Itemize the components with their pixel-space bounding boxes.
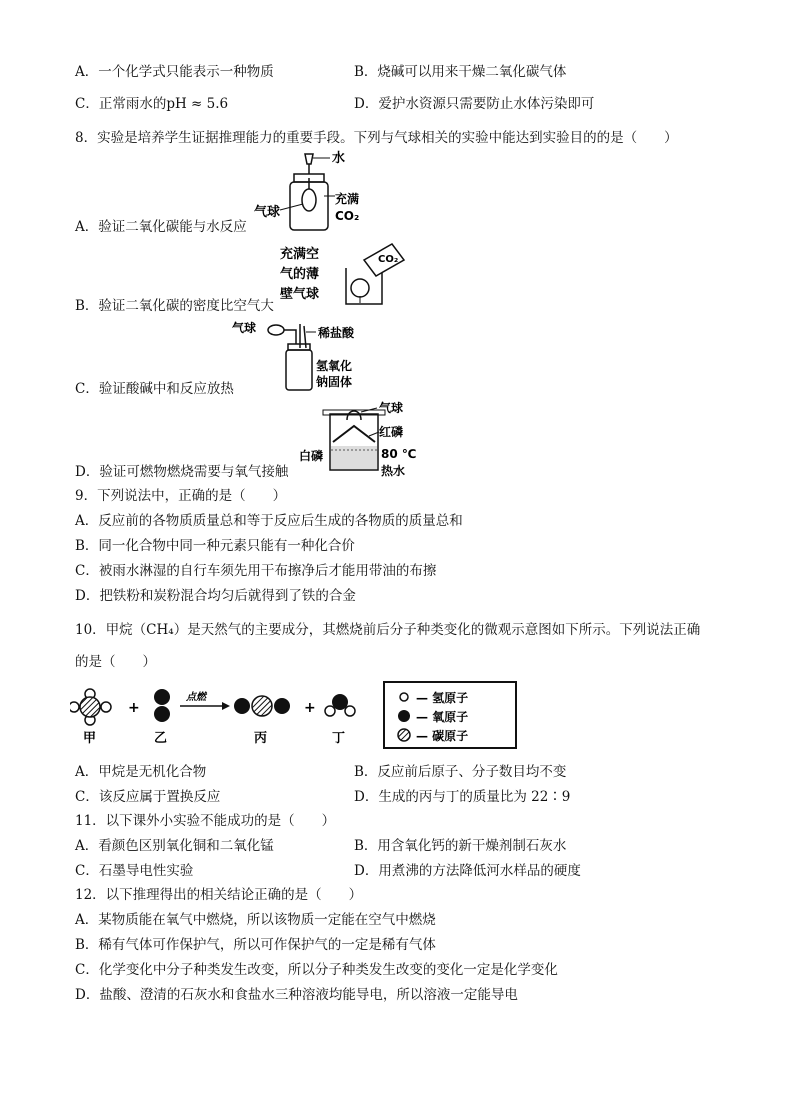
label-bing: 丙 xyxy=(254,731,268,746)
q7-option-c: C．正常雨水的pH ≈ 5.6 xyxy=(75,96,229,112)
fig-c-base-label-2: 钠固体 xyxy=(316,375,353,389)
q8-option-b: B．验证二氧化碳的密度比空气大 xyxy=(75,298,274,314)
q9-option-d: D．把铁粉和炭粉混合均匀后就得到了铁的合金 xyxy=(75,588,356,604)
q9-option-c: C．被雨水淋湿的自行车须先用干布擦净后才能用带油的布擦 xyxy=(75,563,437,579)
q8-figure-a xyxy=(250,148,370,236)
q12-stem: 12．以下推理得出的相关结论正确的是（ ） xyxy=(75,887,363,903)
q8-option-d: D．验证可燃物燃烧需要与氧气接触 xyxy=(75,464,289,480)
fig-b-line2: 气的薄 xyxy=(280,267,320,282)
q12-option-b: B．稀有气体可作保护气，所以可作保护气的一定是稀有气体 xyxy=(75,937,436,953)
fig-c-acid-label: 稀盐酸 xyxy=(318,326,355,340)
fig-a-full-label: 充满 xyxy=(335,192,360,206)
fig-b-co2-label: CO₂ xyxy=(378,254,399,265)
legend-hydrogen: — 氢原子 xyxy=(416,691,469,705)
q11-option-b: B．用含氧化钙的新干燥剂制石灰水 xyxy=(354,838,567,854)
q10-option-c: C．该反应属于置换反应 xyxy=(75,789,221,805)
q8-stem: 8．实验是培养学生证据推理能力的重要手段。下列与气球相关的实验中能达到实验目的的是（ ） xyxy=(75,130,678,146)
q10-option-a: A．甲烷是无机化合物 xyxy=(75,764,207,780)
q12-option-d: D．盐酸、澄清的石灰水和食盐水三种溶液均能导电，所以溶液一定能导电 xyxy=(75,987,518,1003)
methane-molecule xyxy=(70,689,111,725)
q11-option-a: A．看颜色区别氧化铜和二氧化锰 xyxy=(75,838,274,854)
q8-figure-b xyxy=(280,240,410,312)
fig-c-base-label-1: 氢氧化 xyxy=(316,359,353,373)
fig-d-white-phosphorus-label: 白磷 xyxy=(299,449,324,463)
q9-option-b: B．同一化合物中同一种元素只能有一种化合价 xyxy=(75,538,355,554)
label-ding: 丁 xyxy=(332,731,346,746)
q8-figure-c xyxy=(228,318,368,394)
q7-option-d: D．爱护水资源只需要防止水体污染即可 xyxy=(354,96,595,112)
q10-stem-line2: 的是（ ） xyxy=(75,654,156,670)
plus-sign-1: + xyxy=(128,700,140,716)
q9-stem: 9．下列说法中，正确的是（ ） xyxy=(75,488,287,504)
fig-a-balloon-label: 气球 xyxy=(254,205,281,220)
plus-sign-2: + xyxy=(304,700,316,716)
q11-stem: 11．以下课外小实验不能成功的是（ ） xyxy=(75,813,336,829)
fig-d-hot-water-label: 热水 xyxy=(381,464,406,478)
fig-a-co2-label: CO₂ xyxy=(335,209,360,223)
fig-c-balloon-label: 气球 xyxy=(232,321,257,335)
q7-option-a: A．一个化学式只能表示一种物质 xyxy=(75,64,274,80)
q11-option-c: C．石墨导电性实验 xyxy=(75,863,194,879)
q10-reaction-diagram xyxy=(70,680,520,750)
q8-option-c: C．验证酸碱中和反应放热 xyxy=(75,381,234,397)
q10-option-d: D．生成的丙与丁的质量比为 22∶9 xyxy=(354,789,571,805)
fig-b-line3: 壁气球 xyxy=(280,287,320,302)
fig-d-temp-label: 80 ℃ xyxy=(381,447,417,461)
legend-oxygen: — 氧原子 xyxy=(416,710,469,724)
fig-b-line1: 充满空 xyxy=(280,247,320,262)
legend-carbon: — 碳原子 xyxy=(416,729,469,743)
q10-stem-line1: 10．甲烷（CH₄）是天然气的主要成分，其燃烧前后分子种类变化的微观示意图如下所示。下列说法正确 xyxy=(75,622,701,638)
q8-option-a: A．验证二氧化碳能与水反应 xyxy=(75,219,247,235)
fig-d-balloon-label: 气球 xyxy=(379,401,404,415)
q9-option-a: A．反应前的各物质质量总和等于反应后生成的各物质的质量总和 xyxy=(75,513,463,529)
label-jia: 甲 xyxy=(83,731,97,746)
q10-option-b: B．反应前后原子、分子数目均不变 xyxy=(354,764,567,780)
fig-a-water-label: 水 xyxy=(332,151,346,166)
q7-option-b: B．烧碱可以用来干燥二氧化碳气体 xyxy=(354,64,567,80)
q11-option-d: D．用煮沸的方法降低河水样品的硬度 xyxy=(354,863,581,879)
reaction-condition: 点燃 xyxy=(186,692,206,703)
fig-d-red-phosphorus-label: 红磷 xyxy=(379,425,404,439)
q12-option-a: A．某物质能在氧气中燃烧，所以该物质一定能在空气中燃烧 xyxy=(75,912,436,928)
label-yi: 乙 xyxy=(154,731,168,746)
q8-figure-d xyxy=(295,400,425,480)
q12-option-c: C．化学变化中分子种类发生改变，所以分子种类发生改变的变化一定是化学变化 xyxy=(75,962,558,978)
